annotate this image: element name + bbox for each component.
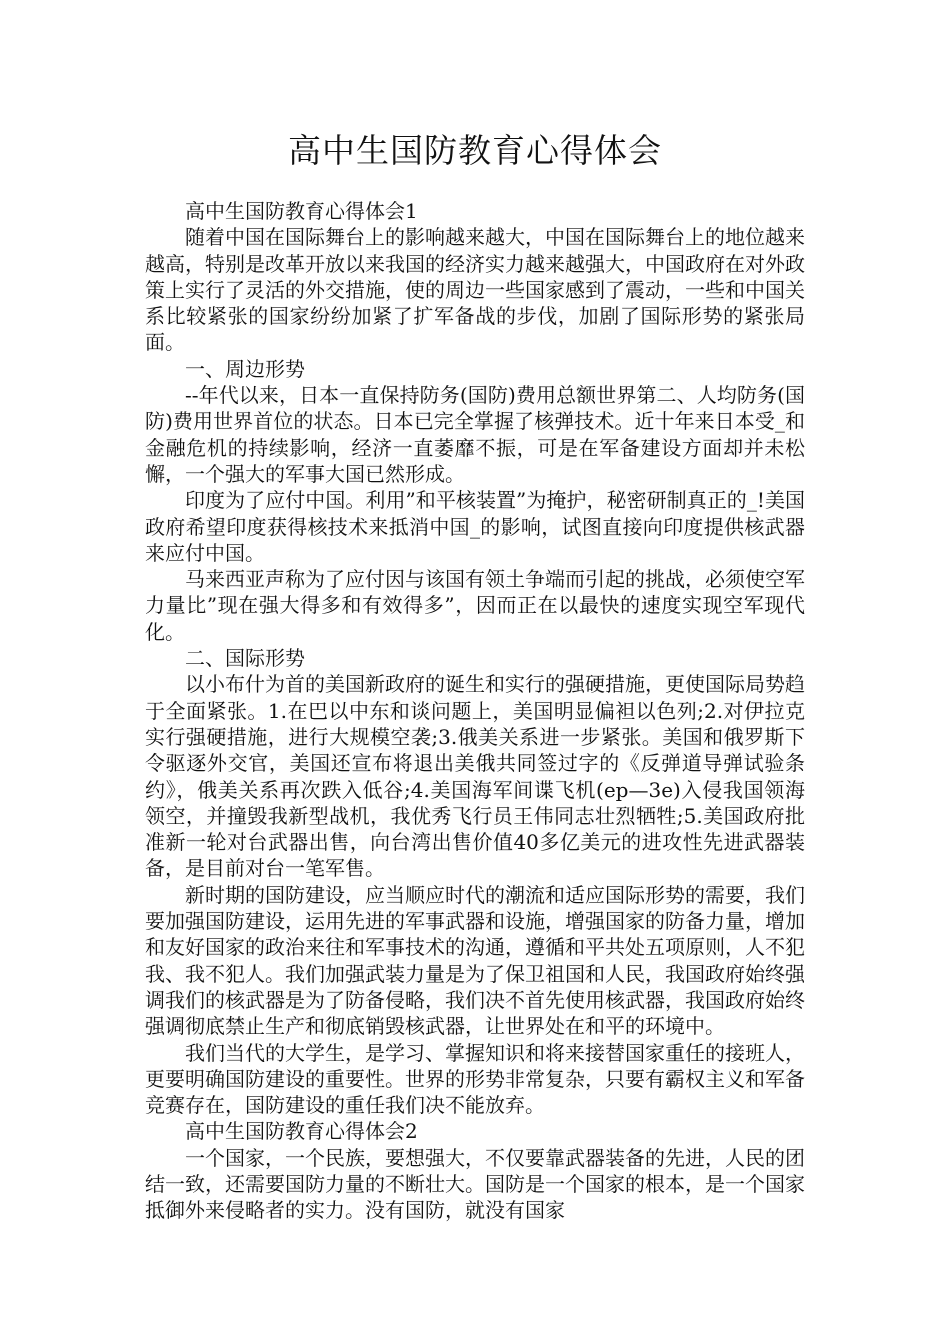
paragraph: 我们当代的大学生，是学习、掌握知识和将来接替国家重任的接班人，更要明确国防建设的重要性。世界的形势非常复杂，只要有霸权主义和军备竞赛存在，国防建设的重任我们决不能放弃。: [145, 1040, 805, 1118]
paragraph: 新时期的国防建设，应当顺应时代的潮流和适应国际形势的需要，我们要加强国防建设，运用先进的军事武器和设施，增强国家的防备力量，增加和友好国家的政治来往和军事技术的沟通，遵循和平共处五项原则，人不犯我、我不犯人。我们加强武装力量是为了保卫祖国和人民，我国政府始终强调我们的核武器是为了防备侵略，我们决不首先使用核武器，我国政府始终强调彻底禁止生产和彻底销毁核武器，让世界处在和平的环境中。: [145, 882, 805, 1039]
paragraph: 印度为了应付中国。利用”和平核装置”为掩护，秘密研制真正的_!美国政府希望印度获得核技术来抵消中国_的影响，试图直接向印度提供核武器来应付中国。: [145, 488, 805, 565]
paragraph: 随着中国在国际舞台上的影响越来越大，中国在国际舞台上的地位越来越高，特别是改革开放以来我国的经济实力越来越强大，中国政府在对外政策上实行了灵活的外交措施，使的周边一些国家感到了震动，一些和中国关系比较紧张的国家纷纷加紧了扩军备战的步伐，加剧了国际形势的紧张局面。: [145, 225, 805, 355]
section-heading-2: 高中生国防教育心得体会2: [185, 1119, 418, 1144]
subheading-international-situation: 二、国际形势: [185, 646, 305, 671]
section-heading-1: 高中生国防教育心得体会1: [185, 199, 418, 223]
paragraph: 以小布什为首的美国新政府的诞生和实行的强硬措施，更使国际局势趋于全面紧张。1.在巴以中东和谈问题上，美国明显偏袒以色列;2.对伊拉克实行强硬措施，进行大规模空袭;3.俄美关系进一步紧张。美国和俄罗斯下令驱逐外交官，美国还宣布将退出美俄共同签过字的《反弹道导弹试验条约》，俄美关系再次跌入低谷;4.美国海军间谍飞机(ep—3e)入侵我国领海领空，并撞毁我新型战机，我优秀飞行员王伟同志壮烈牺牲;5.美国政府批准新一轮对台武器出售，向台湾出售价值40多亿美元的进攻性先进武器装备，是目前对台一笔军售。: [145, 672, 805, 881]
subheading-surrounding-situation: 一、周边形势: [185, 356, 305, 381]
document-body: [145, 198, 805, 1224]
paragraph: 一个国家，一个民族，要想强大，不仅要靠武器装备的先进，人民的团结一致，还需要国防力量的不断壮大。国防是一个国家的根本，是一个国家抵御外来侵略者的实力。没有国防，就没有国家: [145, 1145, 805, 1223]
paragraph: 马来西亚声称为了应付因与该国有领土争端而引起的挑战，必须使空军力量比”现在强大得多和有效得多”，因而正在以最快的速度实现空军现代化。: [145, 567, 805, 644]
document-title: 高中生国防教育心得体会: [288, 131, 662, 170]
paragraph: --年代以来，日本一直保持防务(国防)费用总额世界第二、人均防务(国防)费用世界首位的状态。日本已完全掌握了核弹技术。近十年来日本受_和金融危机的持续影响，经济一直萎靡不振，可是在军备建设方面却并未松懈，一个强大的军事大国已然形成。: [145, 383, 805, 486]
